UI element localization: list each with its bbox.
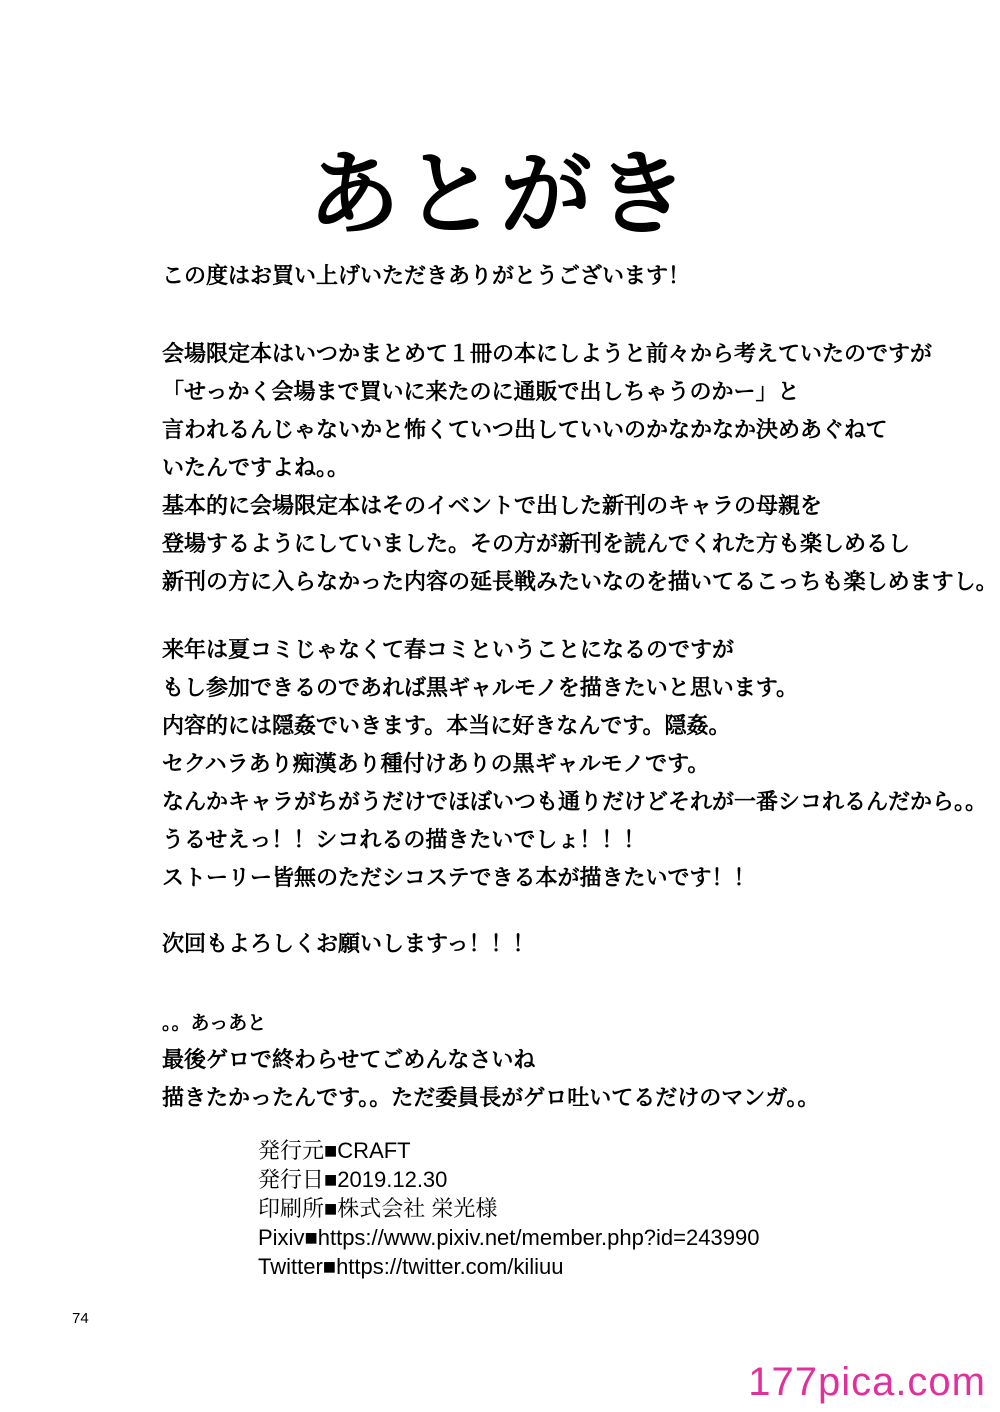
text-line: うるせえっ！！シコれるの描きたいでしょ！！！ — [162, 828, 646, 853]
text-line: 登場するようにしていました。その方が新刊を読んでくれた方も楽しめるし — [162, 532, 911, 557]
thanks-paragraph — [162, 258, 982, 296]
text-line: 言われるんじゃないかと怖くていつ出していいのかなかなか決めあぐねて — [162, 418, 888, 443]
text-line: 来年は夏コミじゃなくて春コミということになるのですが — [162, 638, 735, 663]
colophon-printer: 印刷所■株式会社 栄光様 — [258, 1196, 498, 1221]
text-line: 最後ゲロで終わらせてごめんなさいね — [162, 1048, 536, 1073]
postscript-intro: 。。あっあと — [162, 1012, 267, 1034]
text-line: 描きたかったんです。。ただ委員長がゲロ吐いてるだけのマンガ。。 — [162, 1086, 820, 1111]
text-line: 内容的には隠姦でいきます。本当に好きなんです。隠姦。 — [162, 714, 731, 739]
page-number: 74 — [72, 1310, 89, 1327]
colophon-pixiv: Pixiv■https://www.pixiv.net/member.php?id=243990 — [258, 1225, 760, 1250]
text-line: 次回もよろしくお願いしますっ！！！ — [162, 932, 535, 957]
colophon — [258, 1136, 759, 1281]
next-year-paragraph — [162, 632, 988, 898]
text-line: 「せっかく会場まで買いに来たのに通販で出しちゃうのかー」と — [162, 380, 800, 405]
text-line: 会場限定本はいつかまとめて１冊の本にしようと前々から考えていたのですが — [162, 342, 933, 367]
text-line: もし参加できるのであれば黒ギャルモノを描きたいと思います。 — [162, 676, 799, 701]
colophon-twitter: Twitter■https://twitter.com/kiliuu — [258, 1254, 564, 1279]
postscript-paragraph — [162, 1004, 982, 1118]
text-line: なんかキャラがちがうだけでほぼいつも通りだけどそれが一番シコれるんだから。。 — [162, 790, 988, 815]
text-line: この度はお買い上げいただきありがとうございます！ — [162, 264, 691, 289]
text-line: いたんですよね。。 — [162, 456, 350, 481]
text-line: 基本的に会場限定本はそのイベントで出した新刊のキャラの母親を — [162, 494, 823, 519]
colophon-publisher: 発行元■CRAFT — [258, 1138, 411, 1163]
colophon-date: 発行日■2019.12.30 — [258, 1167, 448, 1192]
page-title: あとがき — [307, 141, 692, 248]
intro-paragraph — [162, 336, 998, 602]
text-line: セクハラあり痴漢あり種付けありの黒ギャルモノです。 — [162, 752, 710, 777]
text-line: ストーリー皆無のただシコステできる本が描きたいです！！ — [162, 866, 756, 891]
closing-paragraph — [162, 926, 982, 964]
watermark: 177pica.com — [748, 1360, 986, 1404]
text-line: 新刊の方に入らなかった内容の延長戦みたいなのを描いてるこっちも楽しめますし。 — [162, 570, 998, 595]
